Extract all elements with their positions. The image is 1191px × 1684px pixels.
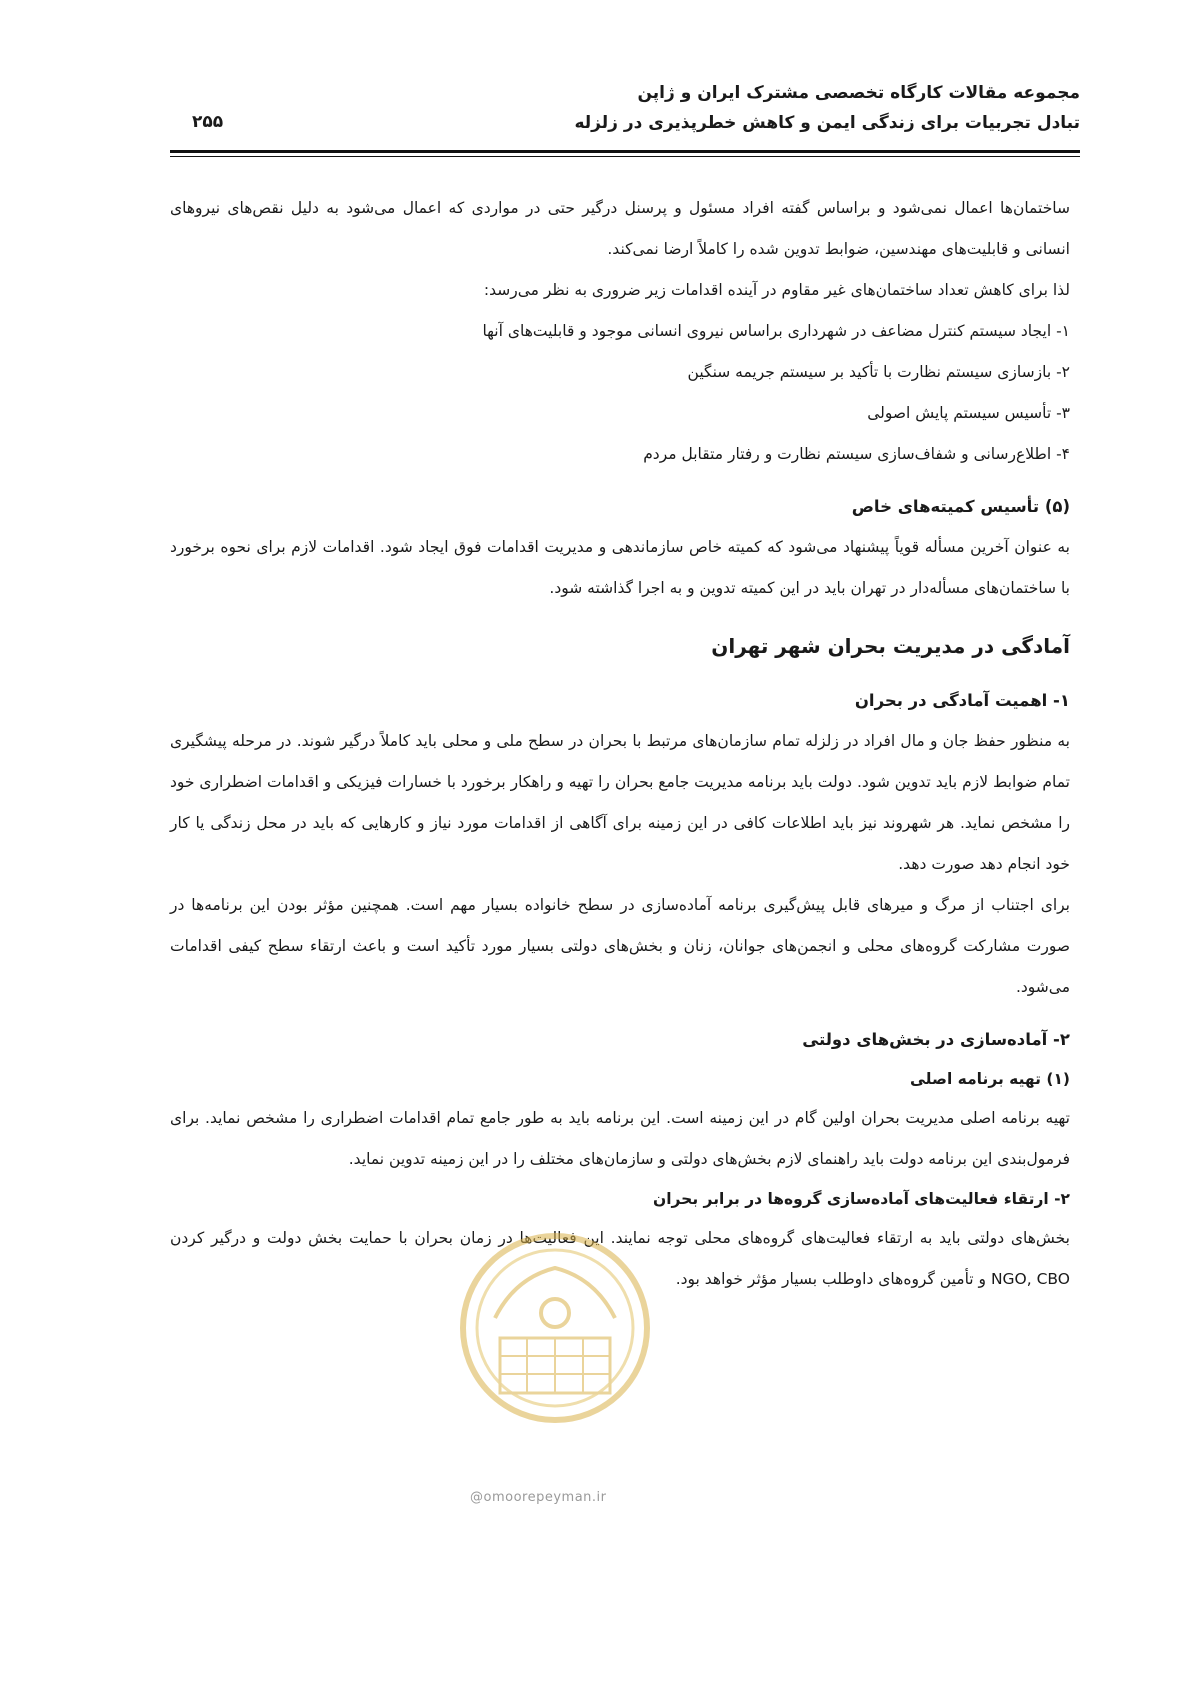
- running-header: [170, 78, 1080, 158]
- subsection-heading: ۲- ارتقاء فعالیت‌های آماده‌سازی گروه‌ها در برابر بحران: [652, 1190, 1070, 1208]
- paragraph: برای اجتناب از مرگ و میرهای قابل پیش‌گیری برنامه آماده‌سازی در سطح خانواده بسیار مهم است. همچنین مؤثر بودن این برنامه‌ها در صورت مشارکت گروه‌های محلی و انجمن‌های جوانان، زنان و بخش‌های دولتی بسیار مورد تأکید است و باعث ارتقاء سطح کیفی اقدامات می‌شود.: [170, 896, 1070, 996]
- chapter-heading: آمادگی در مدیریت بحران شهر تهران: [711, 634, 1070, 658]
- header-title-line2: تبادل تجربیات برای زندگی ایمن و کاهش خطرپذیری در زلزله: [574, 113, 1080, 133]
- header-title-line1: مجموعه مقالات کارگاه تخصصی مشترک ایران و ژاپن: [637, 83, 1080, 103]
- list-item: ۳- تأسیس سیستم پایش اصولی: [867, 404, 1070, 422]
- paragraph: به منظور حفظ جان و مال افراد در زلزله تمام سازمان‌های مرتبط با بحران در سطح ملی و محلی باید کاملاً درگیر شوند. در مرحله پیشگیری تمام ضوابط لازم باید تدوین شود. دولت باید برنامه مدیریت جامع بحران را تهیه و راهکار برخورد با خسارات فیزیکی و اقدامات اضطراری خود را مشخص نماید. هر شهروند نیز باید اطلاعات کافی در این زمینه برای آگاهی از اقدامات مورد نیاز و کارهایی که باید در محل زندگی یا کار خود انجام دهد صورت دهد.: [170, 732, 1070, 873]
- list-item: ۲- بازسازی سیستم نظارت با تأکید بر سیستم جریمه سنگین: [687, 363, 1070, 381]
- header-titles: [574, 78, 1080, 138]
- paragraph: بخش‌های دولتی باید به ارتقاء فعالیت‌های گروه‌های محلی توجه نمایند. این فعالیت‌ها در زمان بحران با حمایت بخش دولت و درگیر کردن NGO, CBO و تأمین گروه‌های داوطلب بسیار مؤثر خواهد بود.: [170, 1229, 1070, 1288]
- page-number: ۲۵۵: [192, 112, 224, 132]
- list-item: ۱- ایجاد سیستم کنترل مضاعف در شهرداری براساس نیروی انسانی موجود و قابلیت‌های آنها: [482, 322, 1070, 340]
- header-rule-thin: [170, 156, 1080, 157]
- watermark-url: @omoorepeyman.ir: [470, 1490, 607, 1505]
- subsection-heading: (۱) تهیه برنامه اصلی: [909, 1070, 1070, 1088]
- paragraph: تهیه برنامه اصلی مدیریت بحران اولین گام در این زمینه است. این برنامه باید به طور جامع تمام اقدامات اضطراری را مشخص نماید. برای فرمول‌بندی این برنامه دولت باید راهنمای لازم بخش‌های دولتی و سازمان‌های مختلف را در این زمینه تدوین نماید.: [170, 1109, 1070, 1168]
- paragraph: ساختمان‌ها اعمال نمی‌شود و براساس گفته افراد مسئول و پرسنل درگیر حتی در مواردی که اعمال می‌شود به دلیل نقص‌های نیروهای انسانی و قابلیت‌های مهندسین، ضوابط تدوین شده را کاملاً ارضا نمی‌کند.: [170, 199, 1070, 258]
- section-heading: (۵) تأسیس کمیته‌های خاص: [851, 497, 1070, 516]
- paragraph: به عنوان آخرین مسأله قویاً پیشنهاد می‌شود که کمیته خاص سازماندهی و مدیریت اقدامات فوق ایجاد شود. اقدامات لازم برای نحوه برخورد با ساختمان‌های مسأله‌دار در تهران باید در این کمیته تدوین و به اجرا گذاشته شود.: [170, 538, 1070, 597]
- section-heading: ۱- اهمیت آمادگی در بحران: [854, 691, 1070, 710]
- paragraph: لذا برای کاهش تعداد ساختمان‌های غیر مقاوم در آینده اقدامات زیر ضروری به نظر می‌رسد:: [483, 281, 1070, 299]
- section-heading: ۲- آماده‌سازی در بخش‌های دولتی: [802, 1030, 1070, 1049]
- body-text: [170, 188, 1070, 1300]
- header-rule-thick: [170, 150, 1080, 153]
- list-item: ۴- اطلاع‌رسانی و شفاف‌سازی سیستم نظارت و رفتار متقابل مردم: [643, 445, 1070, 463]
